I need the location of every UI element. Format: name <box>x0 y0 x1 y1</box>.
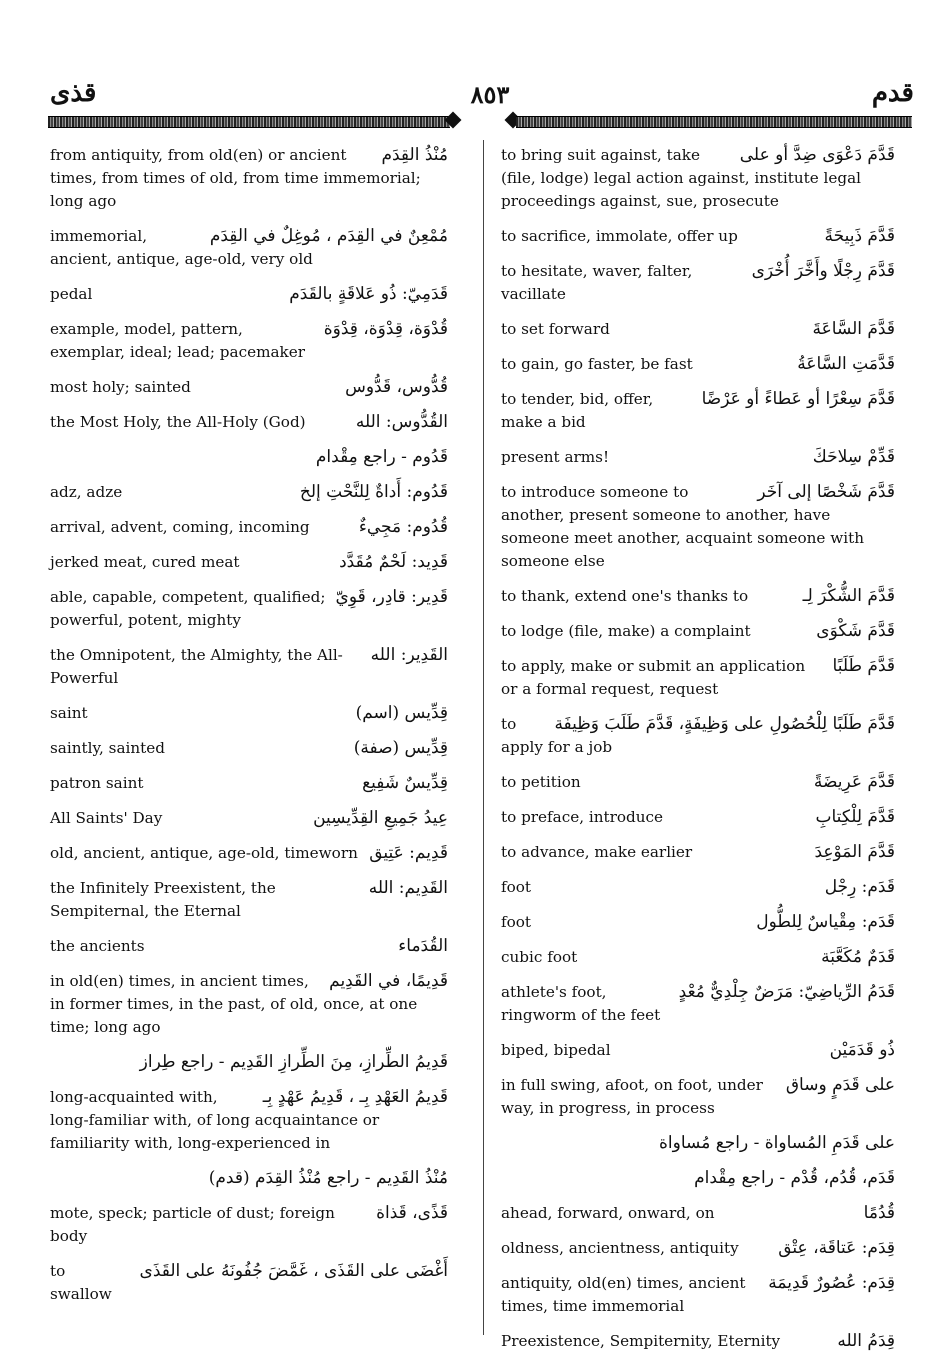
english-definition: foot <box>501 913 532 931</box>
arabic-headword: قَدَّمَ السَّاعَةَ <box>812 319 895 339</box>
arabic-headword: قَدَّمَ المَوْعِدَ <box>814 842 895 862</box>
arabic-headword: مُنْذُ القِدَم <box>381 145 448 165</box>
english-definition: most holy; sainted <box>50 378 191 396</box>
dictionary-entry <box>501 144 895 213</box>
dictionary-entry <box>501 318 895 341</box>
arabic-headword: قَدَّمَ رِجْلًا وأَخَّرَ أُخْرَى <box>751 261 895 281</box>
english-definition: to gain, go faster, be fast <box>501 355 693 373</box>
english-definition: to thank, extend one's thanks to <box>501 587 749 605</box>
left-column <box>50 144 448 1318</box>
dictionary-entry <box>501 353 895 376</box>
dictionary-entry <box>501 1132 895 1155</box>
arabic-headword: قُدُوم: مَجِيءٌ <box>358 517 448 537</box>
arabic-headword: مُنْذُ القَدِيم - راجع مُنْذُ القِدَم (قدم) <box>208 1168 448 1188</box>
arabic-headword: قَدَّمَ شَكْوَى <box>816 621 895 641</box>
dictionary-entry <box>50 283 448 306</box>
english-definition: patron saint <box>50 774 144 792</box>
dictionary-entry <box>50 1260 448 1306</box>
arabic-headword: قُدْوَة، قِدْوَة، قِدْوَة <box>323 319 448 339</box>
english-definition: cubic foot <box>501 948 578 966</box>
arabic-headword: قَدَمٌ مُكَعَّبَة <box>821 947 895 967</box>
english-definition: example, model, pattern, exemplar, ideal; lead; pacemaker <box>50 320 305 361</box>
dictionary-entry <box>501 1167 895 1190</box>
english-definition: to apply for a job <box>501 715 613 756</box>
column-divider <box>483 140 484 1335</box>
english-definition: able, capable, competent, qualified; powerful, potent, mighty <box>50 588 326 629</box>
dictionary-entry <box>50 1167 448 1190</box>
arabic-headword: قَدِيد: لَحْمٌ مُقَدَّد <box>339 552 448 572</box>
arabic-headword: القَدِير: الله <box>370 645 448 665</box>
english-definition: adz, adze <box>50 483 123 501</box>
arabic-headword: قَدَم: رِجْل <box>824 877 895 897</box>
dictionary-entry <box>501 655 895 701</box>
english-definition: All Saints' Day <box>50 809 163 827</box>
arabic-headword: قَدِير: قادِر، قَوِيّ <box>335 587 448 607</box>
dictionary-entry <box>501 1330 895 1353</box>
dictionary-entry <box>50 737 448 760</box>
arabic-headword: قِدِّيسٌ شَفِيع <box>362 773 448 793</box>
english-definition: in old(en) times, in ancient times, in former times, in the past, of old, once, at one time; long ago <box>50 972 418 1036</box>
dictionary-entry <box>501 981 895 1027</box>
english-definition: to apply, make or submit an application or a formal request, request <box>501 657 806 698</box>
dictionary-entry <box>50 877 448 923</box>
english-definition: the Infinitely Preexistent, the Sempiternal, the Eternal <box>50 879 276 920</box>
english-definition: the Most Holy, the All-Holy (God) <box>50 413 306 431</box>
english-definition: jerked meat, cured meat <box>50 553 240 571</box>
header-rule-right <box>516 116 912 128</box>
english-definition: foot <box>501 878 532 896</box>
dictionary-entry <box>501 876 895 899</box>
arabic-headword: على قَدَمٍ وساق <box>785 1075 895 1095</box>
english-definition: to preface, introduce <box>501 808 664 826</box>
dictionary-entry <box>501 225 895 248</box>
arabic-headword: قَدَمُ الرِّياضِيّ: مَرَضٌ جِلْدِيٌّ مُعْدٍ <box>678 982 895 1002</box>
arabic-headword: قِدِّيس (صفة) <box>353 738 448 758</box>
dictionary-entry <box>501 585 895 608</box>
english-definition: oldness, ancientness, antiquity <box>501 1239 739 1257</box>
english-definition: to hesitate, waver, falter, vacillate <box>501 262 693 303</box>
dictionary-entry <box>501 806 895 829</box>
english-definition: to petition <box>501 773 581 791</box>
arabic-headword: قُدُمًا <box>863 1203 895 1223</box>
arabic-headword: قَدَم: مِقْياسٌ لِلطُّول <box>756 912 895 932</box>
english-definition: to advance, make earlier <box>501 843 693 861</box>
arabic-headword: على قَدَمِ المُساواة - راجع مُساواة <box>659 1133 895 1153</box>
arabic-headword: قُدُّوس، قَدُّوس <box>345 377 448 397</box>
arabic-headword: قَدَّمَ طَلَبًا لِلْحُصُولِ على وَظِيفَةٍ، قَدَّمَ طَلَبَ وَظِيفَة <box>554 714 895 734</box>
arabic-headword: قَذًى، قَذاة <box>376 1203 448 1223</box>
dictionary-entry <box>50 481 448 504</box>
english-definition: present arms! <box>501 448 610 466</box>
arabic-headword: قِدَم: عَتاقَة، عِتْق <box>778 1238 895 1258</box>
english-definition: to set forward <box>501 320 610 338</box>
dictionary-entry <box>501 771 895 794</box>
dictionary-entry <box>501 841 895 864</box>
dictionary-entry <box>50 970 448 1039</box>
arabic-headword: قَدِيمًا، في القَدِيم <box>329 971 448 991</box>
dictionary-entry <box>501 620 895 643</box>
arabic-headword: قَدَّمَ سِعْرًا أو عَطاءً أو عَرْضًا <box>701 389 895 409</box>
dictionary-entry <box>50 772 448 795</box>
dictionary-entry <box>501 911 895 934</box>
english-definition: mote, speck; particle of dust; foreign body <box>50 1204 335 1245</box>
arabic-headword: قَدَّمَ شَخْصًا إلى آخَر <box>757 482 895 502</box>
english-definition: immemorial, ancient, antique, age-old, very old <box>50 227 313 268</box>
arabic-headword: قَدِّمْ سِلاحَكَ <box>812 447 895 467</box>
page-number: ٨٥٣ <box>470 80 510 109</box>
english-definition: biped, bipedal <box>501 1041 611 1059</box>
arabic-headword: أَغْضَى على القَذَى ، غَمَّضَ جُفُونَهُ على القَذَى <box>139 1261 448 1281</box>
arabic-headword: قَدَمِيّ: ذُو عَلاقَةٍ بالقَدَم <box>289 284 448 304</box>
english-definition: to tender, bid, offer, make a bid <box>501 390 654 431</box>
dictionary-entry <box>50 551 448 574</box>
dictionary-entry <box>501 946 895 969</box>
arabic-headword: عِيدُ جَمِيعِ القِدِّيسِين <box>313 808 448 828</box>
arabic-headword: قَدَّمَ طَلَبًا <box>832 656 895 676</box>
english-definition: the Omnipotent, the Almighty, the All-Powerful <box>50 646 343 687</box>
english-definition: in full swing, afoot, on foot, under way, in progress, in process <box>501 1076 763 1117</box>
dictionary-entry <box>50 807 448 830</box>
arabic-headword: قِدِّيس (اسم) <box>355 703 448 723</box>
dictionary-entry <box>501 1074 895 1120</box>
english-definition: antiquity, old(en) times, ancient times, time immemorial <box>501 1274 746 1315</box>
header-rule-left <box>48 116 450 128</box>
arabic-headword: قِدَم: عُصُورٌ قَدِيمَة <box>768 1273 895 1293</box>
dictionary-entry <box>50 586 448 632</box>
arabic-headword: قَدِيمُ العَهْدِ بِـ ، قَدِيمُ عَهْدٍ بِـ <box>262 1087 448 1107</box>
dictionary-entry <box>50 376 448 399</box>
english-definition: from antiquity, from old(en) or ancient times, from times of old, from time immemorial; long ago <box>50 146 421 210</box>
english-definition: saintly, sainted <box>50 739 165 757</box>
arabic-headword: قَدَّمَ دَعْوَى ضِدَّ أو على <box>739 145 895 165</box>
dictionary-entry <box>501 1272 895 1318</box>
arabic-headword: القُدَماء <box>398 936 448 956</box>
page-header <box>0 72 944 132</box>
dictionary-entry <box>50 1051 448 1074</box>
english-definition: Preexistence, Sempiternity, Eternity <box>501 1332 781 1350</box>
arabic-headword: قَدَّمَ عَرِيضَةً <box>813 772 895 792</box>
english-definition: arrival, advent, coming, incoming <box>50 518 310 536</box>
right-column <box>501 144 895 1365</box>
dictionary-entry <box>501 1039 895 1062</box>
dictionary-entry <box>501 446 895 469</box>
dictionary-entry <box>50 935 448 958</box>
dictionary-entry <box>50 1202 448 1248</box>
dictionary-entry <box>501 1237 895 1260</box>
dictionary-entry <box>501 481 895 573</box>
dictionary-entry <box>50 516 448 539</box>
english-definition: to introduce someone to another, present someone to another, have someone meet another, acquaint someone with someone else <box>501 483 864 570</box>
english-definition: to sacrifice, immolate, offer up <box>501 227 738 245</box>
english-definition: to bring suit against, take (file, lodge) legal action against, institute legal proceedings against, sue, prosecute <box>501 146 862 210</box>
arabic-headword: قَدَّمَتِ السَّاعَةُ <box>797 354 895 374</box>
arabic-headword: قَدَّمَ ذَبِيحَةً <box>824 226 895 246</box>
english-definition: athlete's foot, ringworm of the feet <box>501 983 661 1024</box>
dictionary-entry <box>501 260 895 306</box>
arabic-headword: القُدُّوس: الله <box>355 412 448 432</box>
right-running-headword: قدم <box>871 78 914 108</box>
english-definition: pedal <box>50 285 93 303</box>
arabic-headword: قَدُوم - راجع مِقْدام <box>315 447 448 467</box>
arabic-headword: قِدَمُ الله <box>837 1331 895 1351</box>
english-definition: ahead, forward, onward, on <box>501 1204 715 1222</box>
dictionary-entry <box>50 702 448 725</box>
english-definition: old, ancient, antique, age-old, timeworn <box>50 844 358 862</box>
arabic-headword: ذُو قَدَمَيْن <box>829 1040 895 1060</box>
dictionary-entry <box>501 388 895 434</box>
arabic-headword: قَدُوم: أَداةٌ لِلنَّحْتِ إلخ <box>299 482 448 502</box>
arabic-headword: قَدِيم: عَتِيق <box>369 843 448 863</box>
arabic-headword: قَدَم، قُدُم، قُدْم - راجع مِقْدام <box>694 1168 895 1188</box>
english-definition: to lodge (file, make) a complaint <box>501 622 751 640</box>
arabic-headword: قَدَّمَ لِلْكِتابِ <box>815 807 895 827</box>
dictionary-entry <box>50 1086 448 1155</box>
english-definition: to swallow <box>50 1262 112 1303</box>
dictionary-entry <box>50 842 448 865</box>
dictionary-entry <box>501 1202 895 1225</box>
dictionary-entry <box>50 318 448 364</box>
arabic-headword: القَدِيم: الله <box>368 878 448 898</box>
english-definition: saint <box>50 704 88 722</box>
english-definition: long-acquainted with, long-familiar with, of long acquaintance or familiarity with, long-experienced in <box>50 1088 380 1152</box>
arabic-headword: مُمْعِنٌ في القِدَم ، مُوغِلٌ في القِدَم <box>209 226 448 246</box>
dictionary-entry <box>50 144 448 213</box>
dictionary-entry <box>50 411 448 434</box>
arabic-headword: قَدَّمَ الشُّكْرَ لِـ <box>802 586 895 606</box>
dictionary-entry <box>50 446 448 469</box>
arabic-headword: قَدِيمُ الطِّرازِ، مِنَ الطِّرازِ القَدِيم - راجع طِراز <box>139 1052 448 1072</box>
dictionary-entry <box>50 644 448 690</box>
dictionary-entry <box>501 713 895 759</box>
english-definition: the ancients <box>50 937 145 955</box>
dictionary-entry <box>50 225 448 271</box>
left-running-headword: قذى <box>50 78 97 108</box>
